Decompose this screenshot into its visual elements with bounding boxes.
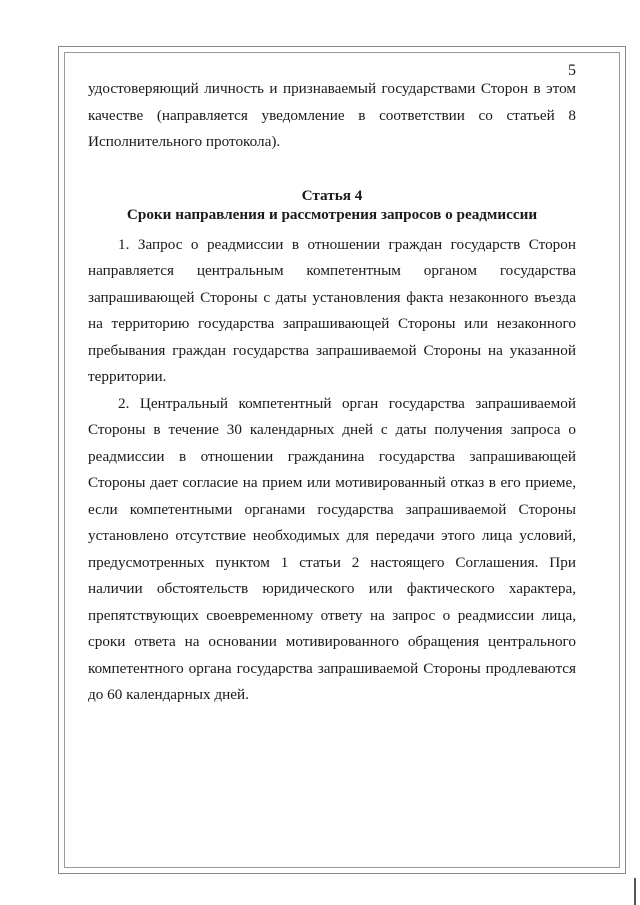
article-label: Статья 4	[301, 186, 363, 204]
page-number: 5	[568, 62, 576, 79]
article-paragraph-1: 1. Запрос о реадмиссии в отношении граждан государств Сторон направляется центральным компетентным органом государства запрашивающей Стороны с даты установления факта незаконного въезда на территорию государства запрашивающей Стороны или незаконного пребывания граждан государства запрашиваемой Стороны на указанной территории.	[88, 235, 576, 385]
article-title: Сроки направления и рассмотрения запросов о реадмиссии	[126, 205, 538, 223]
article-paragraph-2: 2. Центральный компетентный орган государства запрашиваемой Стороны в течение 30 календарных дней с даты получения запроса о реадмиссии в отношении гражданина государства запрашивающей Стороны дает согласие на прием или мотивированный отказ в его приеме, если компетентными органами государства запрашиваемой Стороны установлено отсутствие необходимых для передачи этого лица условий, предусмотренных пунктом 1 статьи 2 настоящего Соглашения. При наличии обстоятельств юридического или фактического характера, препятствующих своевременному ответу на запрос о реадмиссии лица, сроки ответа на основании мотивированного обращения центрального компетентного органа государства запрашиваемой Стороны продлеваются до 60 календарных дней.	[88, 394, 576, 703]
intro-paragraph: удостоверяющий личность и признаваемый государствами Сторон в этом качестве (направляется уведомление в соответствии со статьей 8 Исполнительного протокола).	[88, 80, 576, 150]
document-body	[88, 76, 576, 709]
scan-edge-mark	[634, 878, 636, 905]
